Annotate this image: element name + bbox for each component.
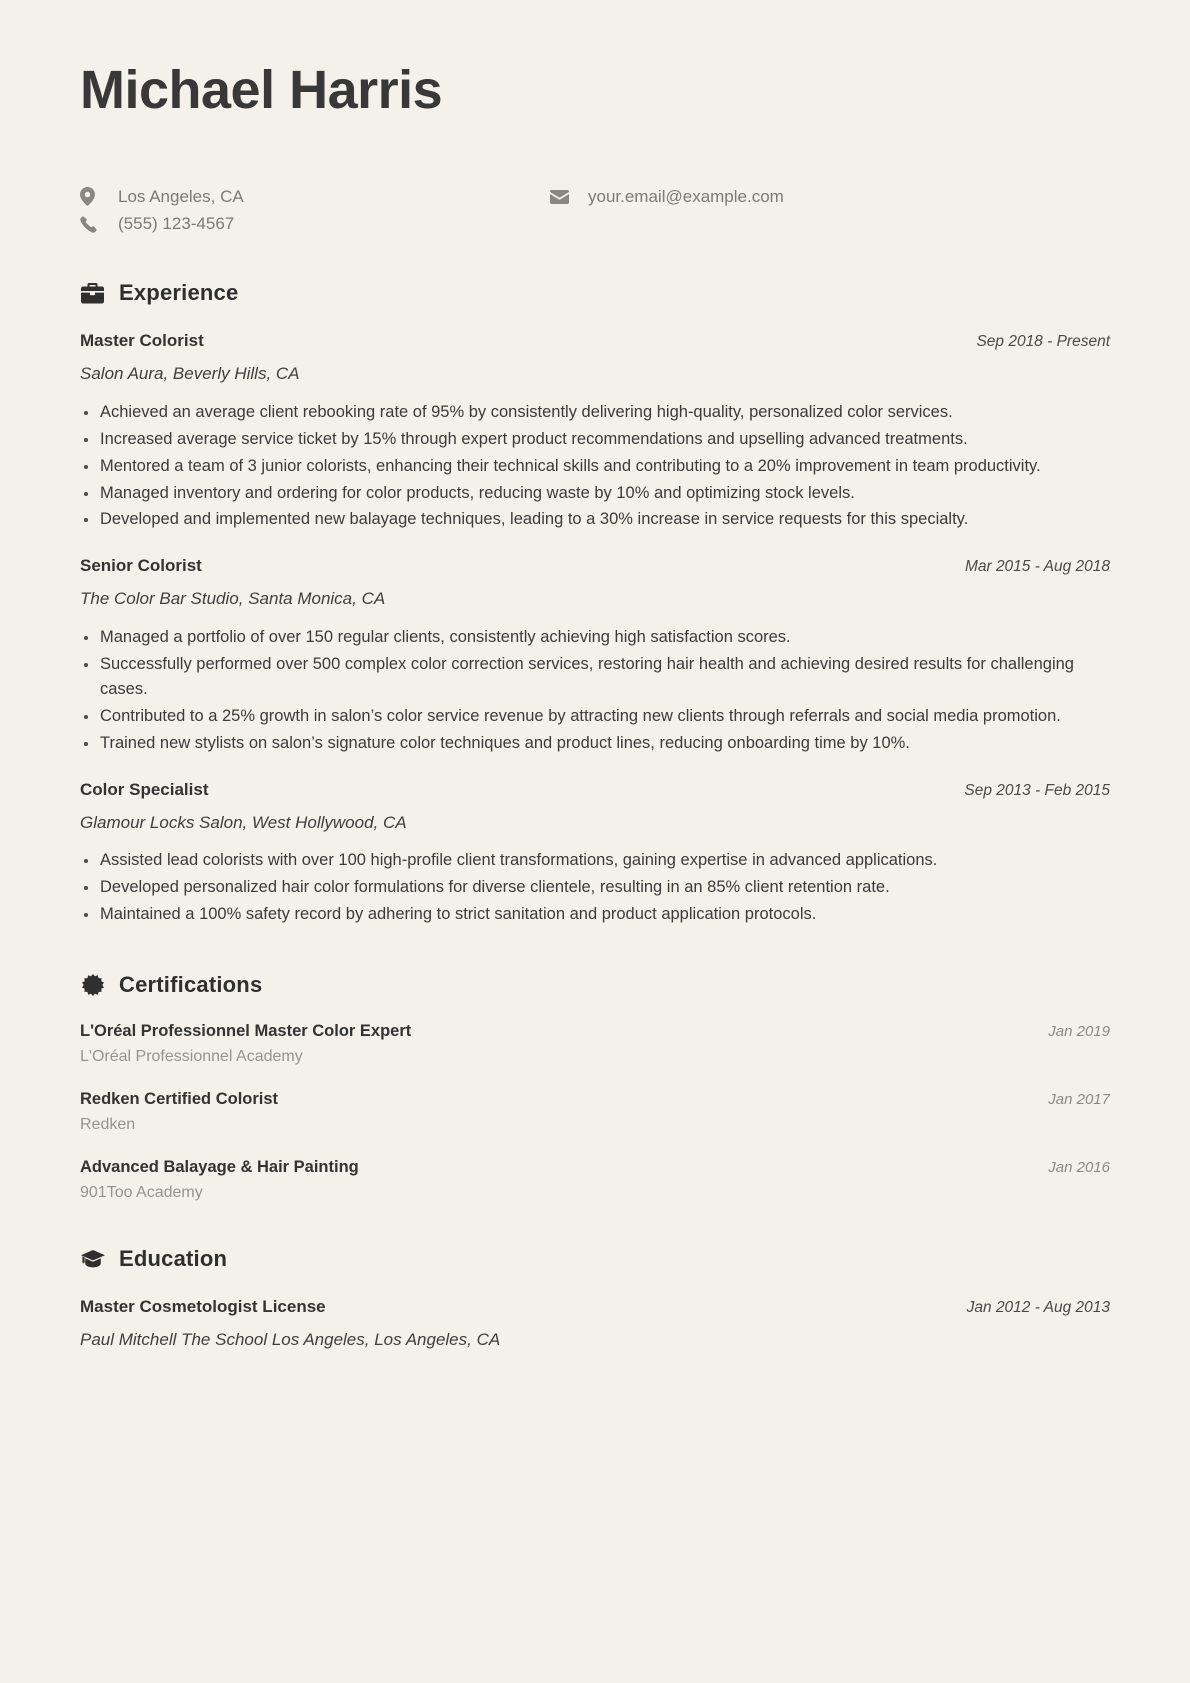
education-entry-header	[80, 1296, 1110, 1319]
experience-entry-header	[80, 330, 1110, 353]
certification-entry	[80, 1158, 1110, 1202]
certification-name: Advanced Balayage & Hair Painting	[80, 1157, 359, 1176]
section-title-experience: Experience	[119, 280, 239, 306]
job-company: Glamour Locks Salon, West Hollywood, CA	[80, 812, 407, 832]
certification-date: Jan 2019	[1048, 1022, 1110, 1040]
contact-info	[80, 187, 1110, 235]
job-bullet: Developed personalized hair color formulations for diverse clientele, resulting in an 85% client retention rate.	[80, 875, 1110, 901]
job-company: Salon Aura, Beverly Hills, CA	[80, 364, 300, 384]
certification-entry-header	[80, 1022, 1110, 1041]
certification-name: L'Oréal Professionnel Master Color Expert	[80, 1021, 412, 1040]
experience-entry-header	[80, 555, 1110, 578]
section-education	[80, 1246, 1110, 1352]
job-bullet: Managed a portfolio of over 150 regular clients, consistently achieving high satisfaction scores.	[80, 625, 1110, 651]
resume-header	[80, 62, 1110, 234]
job-date: Sep 2018 - Present	[976, 333, 1110, 351]
page-title: Michael Harris	[80, 60, 443, 120]
section-heading-certifications	[80, 972, 1110, 998]
experience-entry	[80, 555, 1110, 757]
job-bullet: Achieved an average client rebooking rate of 95% by consistently delivering high-quality, personalized color services.	[80, 400, 1110, 426]
section-heading-experience	[80, 280, 1110, 306]
contact-phone	[80, 214, 550, 234]
certification-date: Jan 2017	[1048, 1090, 1110, 1108]
email-icon	[550, 190, 584, 204]
job-title: Senior Colorist	[80, 556, 202, 576]
contact-column-left	[80, 187, 550, 235]
job-bullet: Assisted lead colorists with over 100 high-profile client transformations, gaining expertise in advanced applications.	[80, 848, 1110, 874]
phone-icon	[80, 216, 114, 233]
badge-starburst-icon	[80, 972, 105, 997]
section-heading-education	[80, 1246, 1110, 1272]
job-bullet-list	[80, 400, 1110, 533]
section-title-certifications: Certifications	[119, 971, 263, 997]
degree-title: Master Cosmetologist License	[80, 1296, 326, 1316]
certification-issuer: L'Oréal Professionnel Academy	[80, 1047, 303, 1065]
job-date: Mar 2015 - Aug 2018	[964, 558, 1110, 576]
certification-entry-header	[80, 1090, 1110, 1109]
job-bullet: Mentored a team of 3 junior colorists, enhancing their technical skills and contributing to a 20% improvement in team productivity.	[80, 454, 1110, 480]
degree-date: Jan 2012 - Aug 2013	[966, 1298, 1110, 1316]
job-bullet: Developed and implemented new balayage techniques, leading to a 30% increase in service requests for this specialty.	[80, 507, 1110, 533]
contact-column-right	[550, 187, 1110, 235]
section-certifications	[80, 972, 1110, 1202]
section-experience	[80, 280, 1110, 927]
job-bullet: Trained new stylists on salon’s signature color techniques and product lines, reducing onboarding time by 10%.	[80, 731, 1110, 757]
certification-entry	[80, 1022, 1110, 1066]
job-bullet-list	[80, 625, 1110, 757]
certification-name: Redken Certified Colorist	[80, 1089, 279, 1108]
contact-location	[80, 187, 550, 207]
school-name: Paul Mitchell The School Los Angeles, Los Angeles, CA	[80, 1329, 501, 1349]
job-title: Master Colorist	[80, 331, 204, 351]
contact-location-text: Los Angeles, CA	[118, 186, 244, 206]
job-bullet: Maintained a 100% safety record by adhering to strict sanitation and product application protocols.	[80, 902, 1110, 928]
job-bullet: Increased average service ticket by 15% through expert product recommendations and upselling advanced treatments.	[80, 427, 1110, 453]
graduation-cap-icon	[80, 1246, 105, 1271]
contact-email-text: your.email@example.com	[588, 186, 784, 206]
job-bullet: Successfully performed over 500 complex color correction services, restoring hair health and achieving desired results for challenging cases.	[80, 652, 1110, 703]
briefcase-icon	[80, 281, 105, 306]
certification-date: Jan 2016	[1048, 1158, 1110, 1176]
experience-entry	[80, 330, 1110, 533]
experience-entry	[80, 779, 1110, 928]
certification-entry	[80, 1090, 1110, 1134]
certification-entry-header	[80, 1158, 1110, 1177]
section-title-education: Education	[119, 1245, 228, 1271]
job-company: The Color Bar Studio, Santa Monica, CA	[80, 588, 386, 608]
job-bullet: Managed inventory and ordering for color products, reducing waste by 10% and optimizing stock levels.	[80, 481, 1110, 507]
contact-phone-text: (555) 123-4567	[118, 214, 235, 234]
location-pin-icon	[80, 187, 114, 206]
experience-entry-header	[80, 779, 1110, 802]
job-bullet: Contributed to a 25% growth in salon’s color service revenue by attracting new clients through referrals and social media promotion.	[80, 704, 1110, 730]
education-entry	[80, 1296, 1110, 1352]
job-bullet-list	[80, 848, 1110, 927]
job-title: Color Specialist	[80, 779, 209, 799]
certification-issuer: Redken	[80, 1115, 136, 1133]
certification-issuer: 901Too Academy	[80, 1183, 203, 1201]
job-date: Sep 2013 - Feb 2015	[964, 781, 1110, 799]
contact-email	[550, 187, 1110, 207]
